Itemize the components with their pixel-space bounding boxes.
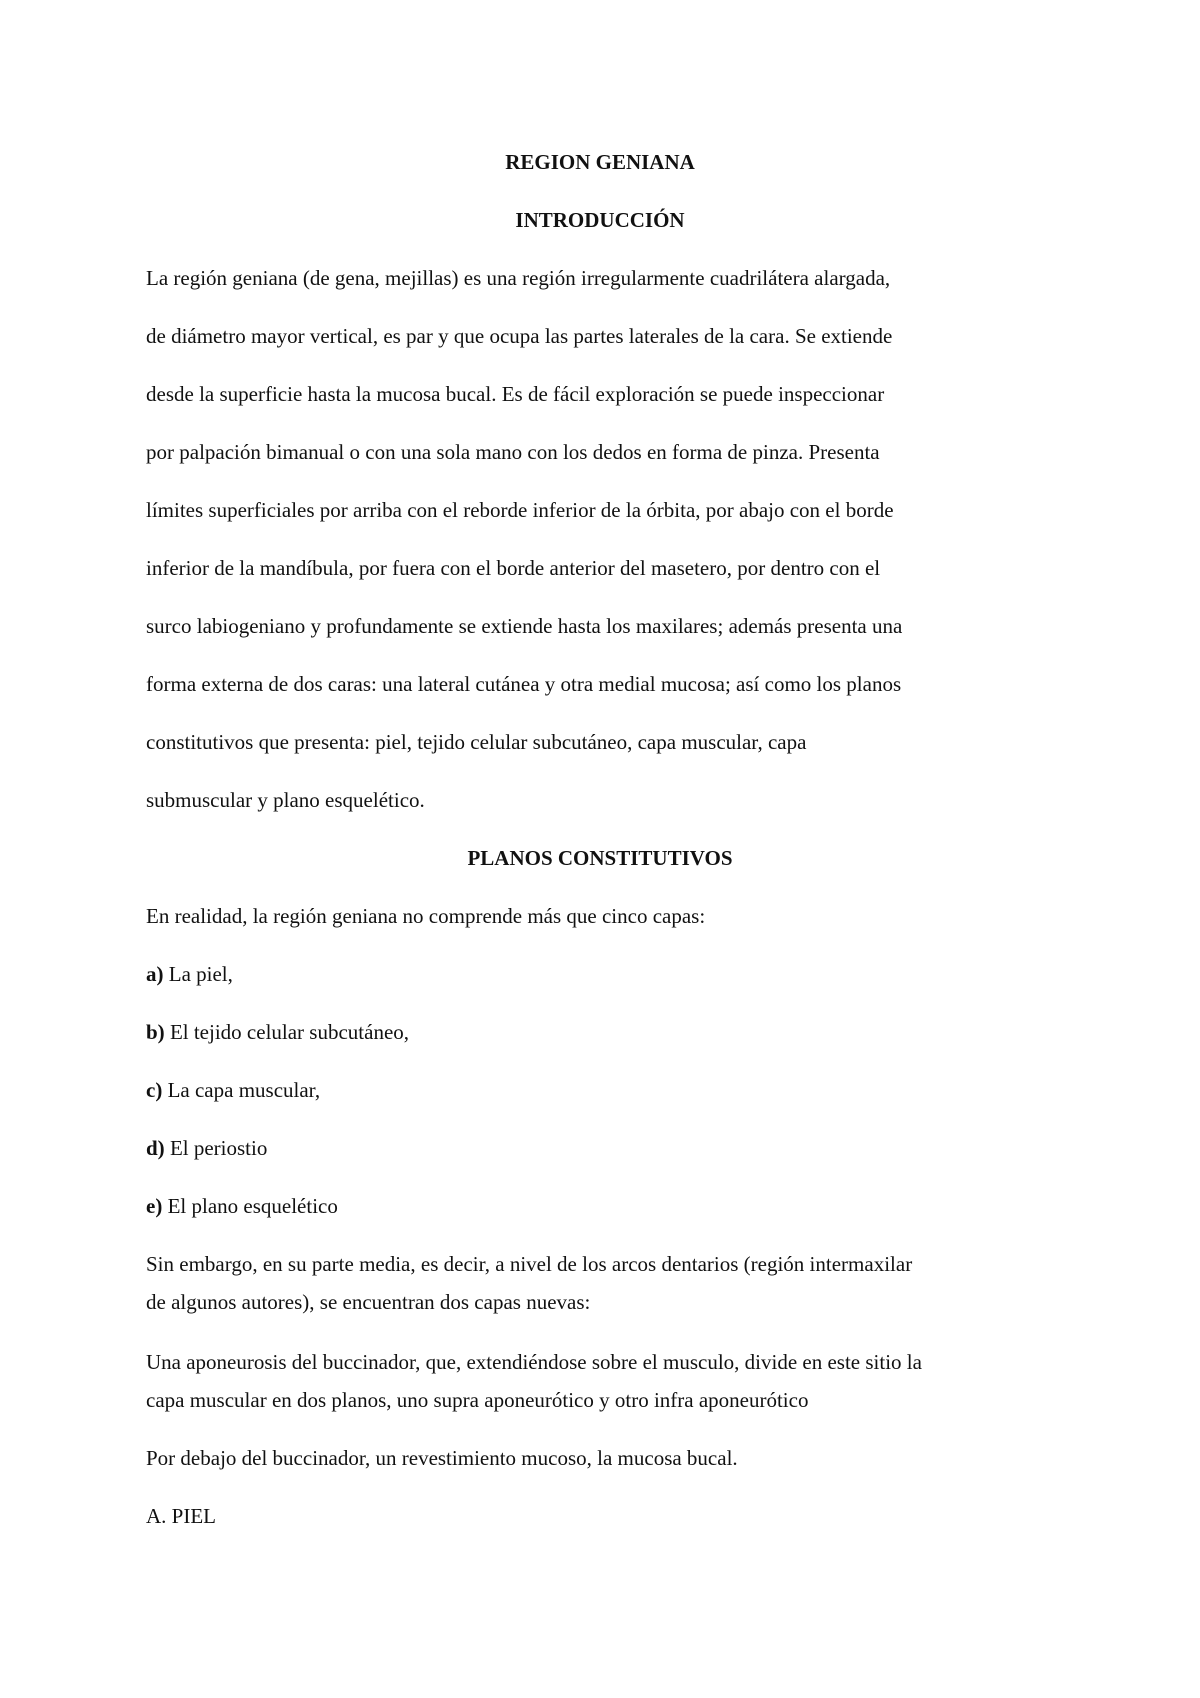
subsection-heading-piel: A. PIEL bbox=[146, 1504, 216, 1528]
paragraph-line: de algunos autores), se encuentran dos capas nuevas: bbox=[146, 1290, 591, 1314]
intro-line: inferior de la mandíbula, por fuera con el borde anterior del masetero, por dentro con el bbox=[146, 556, 881, 580]
layer-item bbox=[146, 1078, 320, 1102]
layer-text: El tejido celular subcutáneo, bbox=[164, 1020, 410, 1044]
document-title: REGION GENIANA bbox=[505, 150, 695, 174]
intro-line: constitutivos que presenta: piel, tejido celular subcutáneo, capa muscular, capa bbox=[146, 730, 807, 754]
paragraph-line: Sin embargo, en su parte media, es decir, a nivel de los arcos dentarios (región intermaxilar bbox=[146, 1252, 913, 1276]
layer-text: La piel, bbox=[163, 962, 233, 986]
paragraph-line: Una aponeurosis del buccinador, que, extendiéndose sobre el musculo, divide en este sitio la bbox=[146, 1350, 922, 1374]
intro-line: forma externa de dos caras: una lateral cutánea y otra medial mucosa; así como los planos bbox=[146, 672, 902, 696]
intro-line: por palpación bimanual o con una sola mano con los dedos en forma de pinza. Presenta bbox=[146, 440, 880, 464]
layer-text: La capa muscular, bbox=[162, 1078, 321, 1102]
intro-line: surco labiogeniano y profundamente se extiende hasta los maxilares; además presenta una bbox=[146, 614, 903, 638]
layer-letter: b) bbox=[146, 1020, 165, 1044]
intro-line: desde la superficie hasta la mucosa bucal. Es de fácil exploración se puede inspeccionar bbox=[146, 382, 885, 406]
section-heading-introduccion: INTRODUCCIÓN bbox=[515, 208, 685, 232]
intro-line: submuscular y plano esquelético. bbox=[146, 788, 425, 812]
paragraph-line: Por debajo del buccinador, un revestimiento mucoso, la mucosa bucal. bbox=[146, 1446, 738, 1470]
planos-intro: En realidad, la región geniana no comprende más que cinco capas: bbox=[146, 904, 706, 928]
intro-line: La región geniana (de gena, mejillas) es una región irregularmente cuadrilátera alargada, bbox=[146, 266, 891, 290]
layer-text: El plano esquelético bbox=[162, 1194, 338, 1218]
layer-item bbox=[146, 962, 233, 986]
intro-line: límites superficiales por arriba con el reborde inferior de la órbita, por abajo con el borde bbox=[146, 498, 894, 522]
layer-item bbox=[146, 1194, 338, 1218]
layer-letter: d) bbox=[146, 1136, 165, 1160]
layer-item bbox=[146, 1136, 267, 1160]
paragraph-line: capa muscular en dos planos, uno supra aponeurótico y otro infra aponeurótico bbox=[146, 1388, 809, 1412]
layer-text: El periostio bbox=[164, 1136, 268, 1160]
layer-letter: c) bbox=[146, 1078, 163, 1102]
layer-letter: e) bbox=[146, 1194, 163, 1218]
section-heading-planos: PLANOS CONSTITUTIVOS bbox=[467, 846, 733, 870]
intro-line: de diámetro mayor vertical, es par y que ocupa las partes laterales de la cara. Se extiende bbox=[146, 324, 893, 348]
layer-letter: a) bbox=[146, 962, 164, 986]
layer-item bbox=[146, 1020, 409, 1044]
